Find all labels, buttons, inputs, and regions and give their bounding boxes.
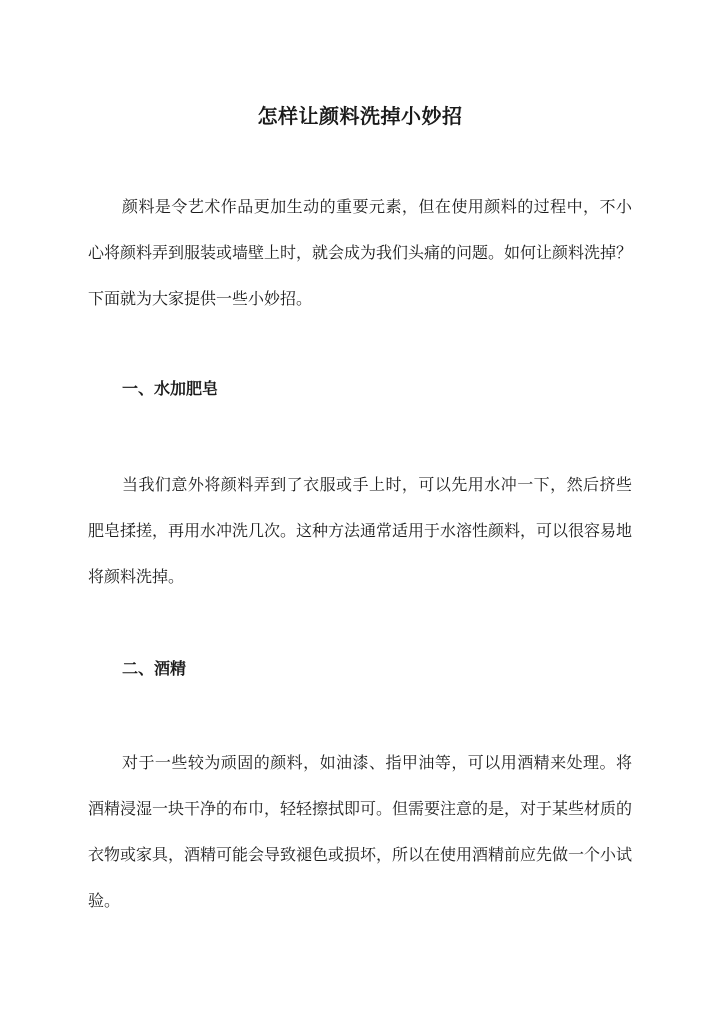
section-body-alcohol: 对于一些较为顽固的颜料，如油漆、指甲油等，可以用酒精来处理。将酒精浸湿一块干净的布巾，轻轻擦拭即可。但需要注意的是，对于某些材质的衣物或家具，酒精可能会导致褪色或损坏，所以在使用酒精前应先做一个小试验。	[88, 753, 633, 910]
section-heading-alcohol: 二、酒精	[122, 659, 187, 678]
section-heading-water-soap: 一、水加肥皂	[122, 379, 219, 398]
section-body-water-soap: 当我们意外将颜料弄到了衣服或手上时，可以先用水冲一下，然后挤些肥皂揉搓，再用水冲洗几次。这种方法通常适用于水溶性颜料，可以很容易地将颜料洗掉。	[88, 475, 633, 586]
page-title: 怎样让颜料洗掉小妙招	[257, 104, 463, 129]
intro-paragraph: 颜料是令艺术作品更加生动的重要元素，但在使用颜料的过程中，不小心将颜料弄到服装或墙壁上时，就会成为我们头痛的问题。如何让颜料洗掉？下面就为大家提供一些小妙招。	[88, 197, 633, 308]
